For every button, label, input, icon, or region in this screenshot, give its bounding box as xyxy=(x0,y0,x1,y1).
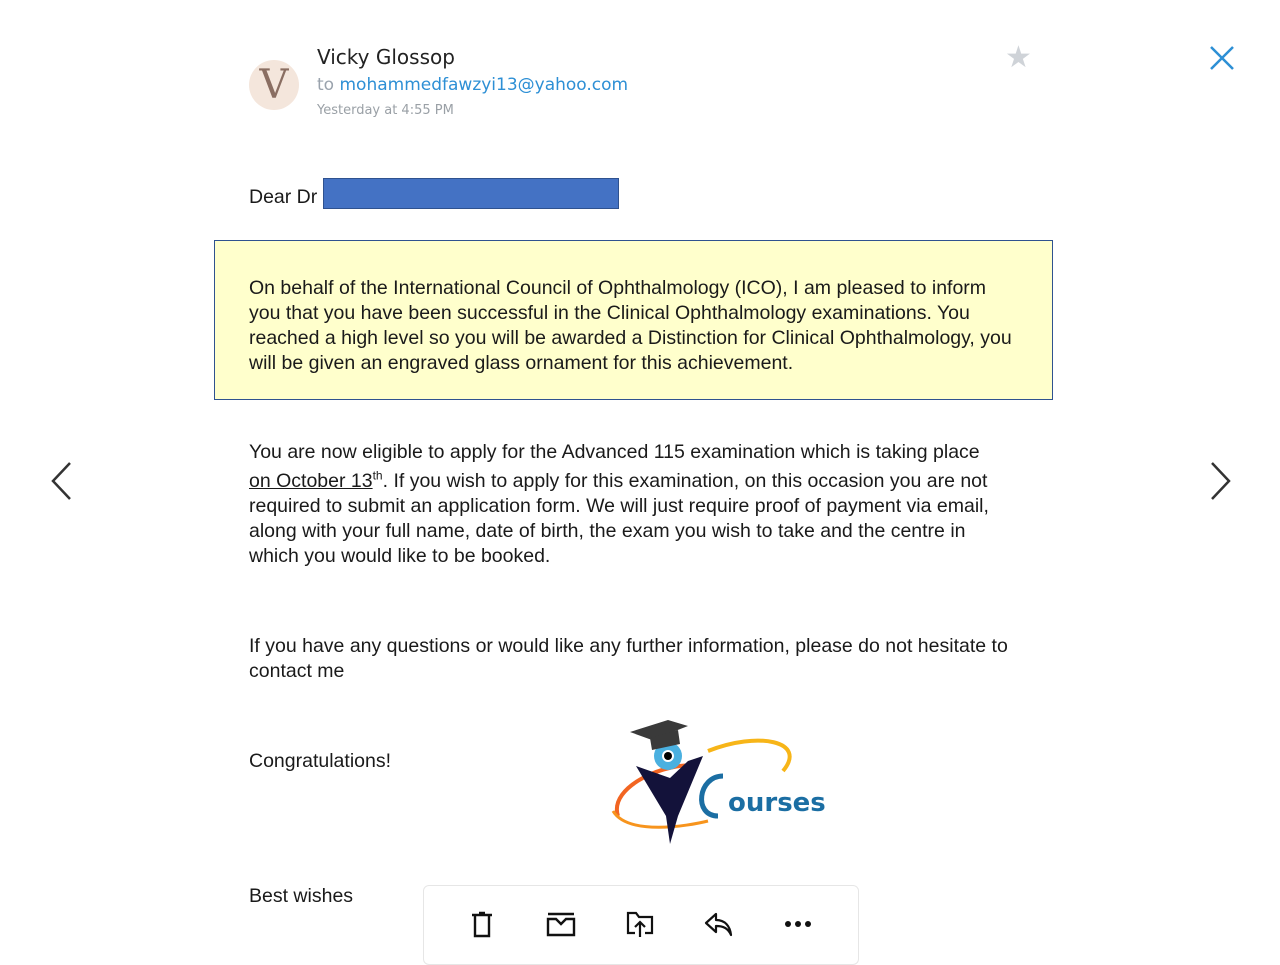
recipient-line xyxy=(317,75,628,95)
contact-paragraph xyxy=(249,634,1008,684)
text-line: reached a high level so you will be awarded a Distinction for Clinical Ophthalmology, you xyxy=(249,327,1012,349)
congratulations-text: Congratulations! xyxy=(249,750,392,772)
highlight-box xyxy=(214,240,1053,400)
redacted-name xyxy=(323,178,619,209)
text-line: along with your full name, date of birth, the exam you wish to take and the centre in xyxy=(249,520,966,542)
text-line: will be given an engraved glass ornament for this achievement. xyxy=(249,352,794,374)
avatar: V xyxy=(249,60,299,110)
next-arrow-icon[interactable] xyxy=(1206,460,1234,507)
logo-text: ourses xyxy=(728,788,826,818)
date-suffix: th xyxy=(372,468,383,483)
courses-logo xyxy=(608,716,838,851)
text-line: On behalf of the International Council of Ophthalmology (ICO), I am pleased to inform xyxy=(249,277,987,299)
close-icon[interactable] xyxy=(1206,42,1238,79)
eligibility-paragraph xyxy=(249,440,989,569)
reply-button[interactable] xyxy=(701,906,737,942)
move-to-folder-icon xyxy=(625,910,655,938)
reply-icon xyxy=(703,911,735,937)
previous-arrow-icon[interactable] xyxy=(48,460,76,507)
text-line: contact me xyxy=(249,660,345,682)
text-line xyxy=(249,469,989,494)
sender-name: Vicky Glossop xyxy=(317,45,455,69)
recipient-link[interactable]: mohammedfawzyi13@yahoo.com xyxy=(339,75,629,95)
to-label: to xyxy=(317,75,335,95)
date-text: on October 13 xyxy=(249,470,373,492)
timestamp: Yesterday at 4:55 PM xyxy=(317,103,454,118)
text-line: If you have any questions or would like any further information, please do not hesitate to xyxy=(249,635,1008,657)
text-line: which you would like to be booked. xyxy=(249,545,551,567)
action-toolbar xyxy=(423,885,859,965)
trash-icon xyxy=(469,910,495,938)
text-line: required to submit an application form. We will just require proof of payment via email, xyxy=(249,495,989,517)
star-icon[interactable]: ★ xyxy=(1005,41,1032,74)
move-button[interactable] xyxy=(622,906,658,942)
more-button[interactable] xyxy=(780,906,816,942)
closing-text: Best wishes xyxy=(249,885,354,907)
text-line: you that you have been successful in the Clinical Ophthalmology examinations. You xyxy=(249,302,970,324)
archive-icon xyxy=(546,911,576,937)
text-line: You are now eligible to apply for the Advanced 115 examination which is taking place xyxy=(249,441,980,463)
text-fragment: . If you wish to apply for this examination, on this occasion you are not xyxy=(382,470,988,492)
archive-button[interactable] xyxy=(543,906,579,942)
delete-button[interactable] xyxy=(464,906,500,942)
highlight-text xyxy=(249,276,1012,376)
more-icon xyxy=(783,919,813,929)
greeting: Dear Dr xyxy=(249,186,318,208)
